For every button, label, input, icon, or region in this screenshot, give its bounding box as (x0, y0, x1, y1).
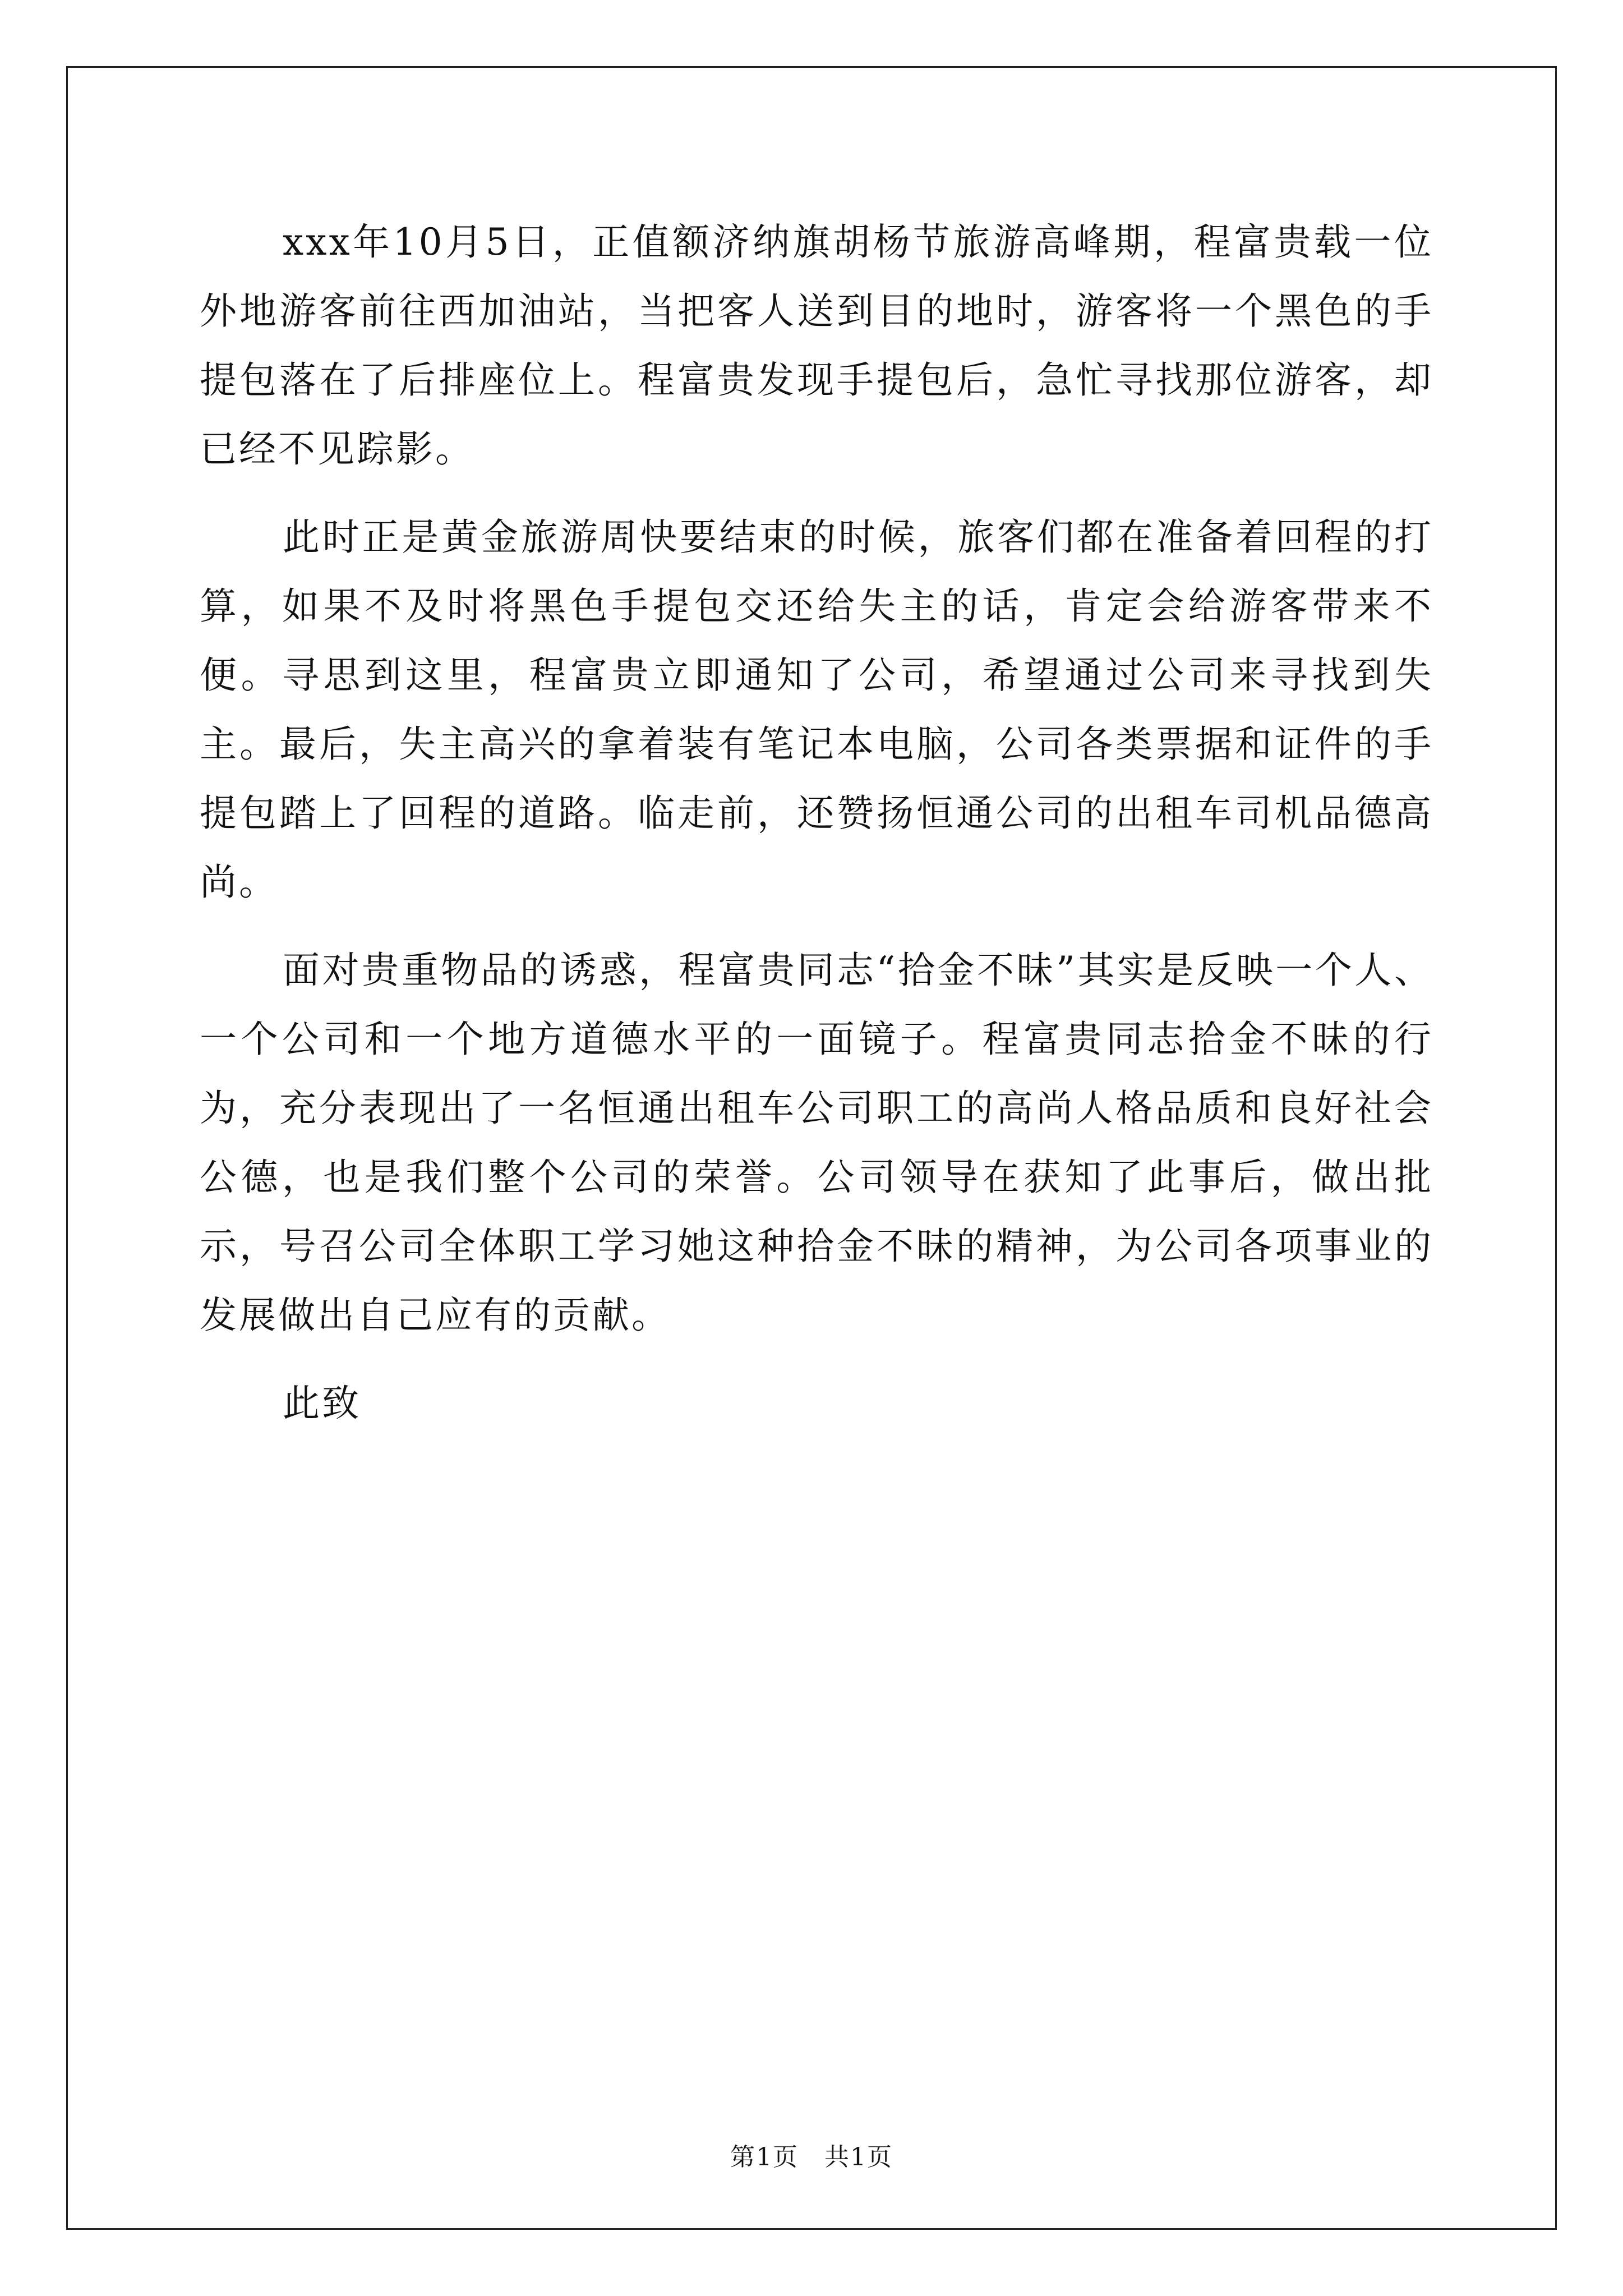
paragraph-3: 面对贵重物品的诱惑，程富贵同志“拾金不昧”其实是反映一个人、一个公司和一个地方道德水平的一面镜子。程富贵同志拾金不昧的行为，充分表现出了一名恒通出租车公司职工的高尚人格品质和良好社会公德，也是我们整个公司的荣誉。公司领导在获知了此事后，做出批示，号召公司全体职工学习她这种拾金不昧的精神，为公司各项事业的发展做出自己应有的贡献。 (200, 949, 1433, 1337)
page-number-current: 第1页 (730, 2143, 799, 2171)
page-number-total: 共1页 (824, 2143, 893, 2171)
paragraph-2: 此时正是黄金旅游周快要结束的时候，旅客们都在准备着回程的打算，如果不及时将黑色手提包交还给失主的话，肯定会给游客带来不便。寻思到这里，程富贵立即通知了公司，希望通过公司来寻找到失主。最后，失主高兴的拿着装有笔记本电脑，公司各类票据和证件的手提包踏上了回程的道路。临走前，还赞扬恒通公司的出租车司机品德高尚。 (200, 516, 1433, 904)
paragraph-1: xxx年10月5日，正值额济纳旗胡杨节旅游高峰期，程富贵载一位外地游客前往西加油站，当把客人送到目的地时，游客将一个黑色的手提包落在了后排座位上。程富贵发现手提包后，急忙寻找那位游客，却已经不见踪影。 (200, 220, 1433, 471)
closing-salutation: 此致 (283, 1382, 361, 1425)
document-body (200, 208, 1433, 1438)
page-footer (0, 2142, 1623, 2173)
